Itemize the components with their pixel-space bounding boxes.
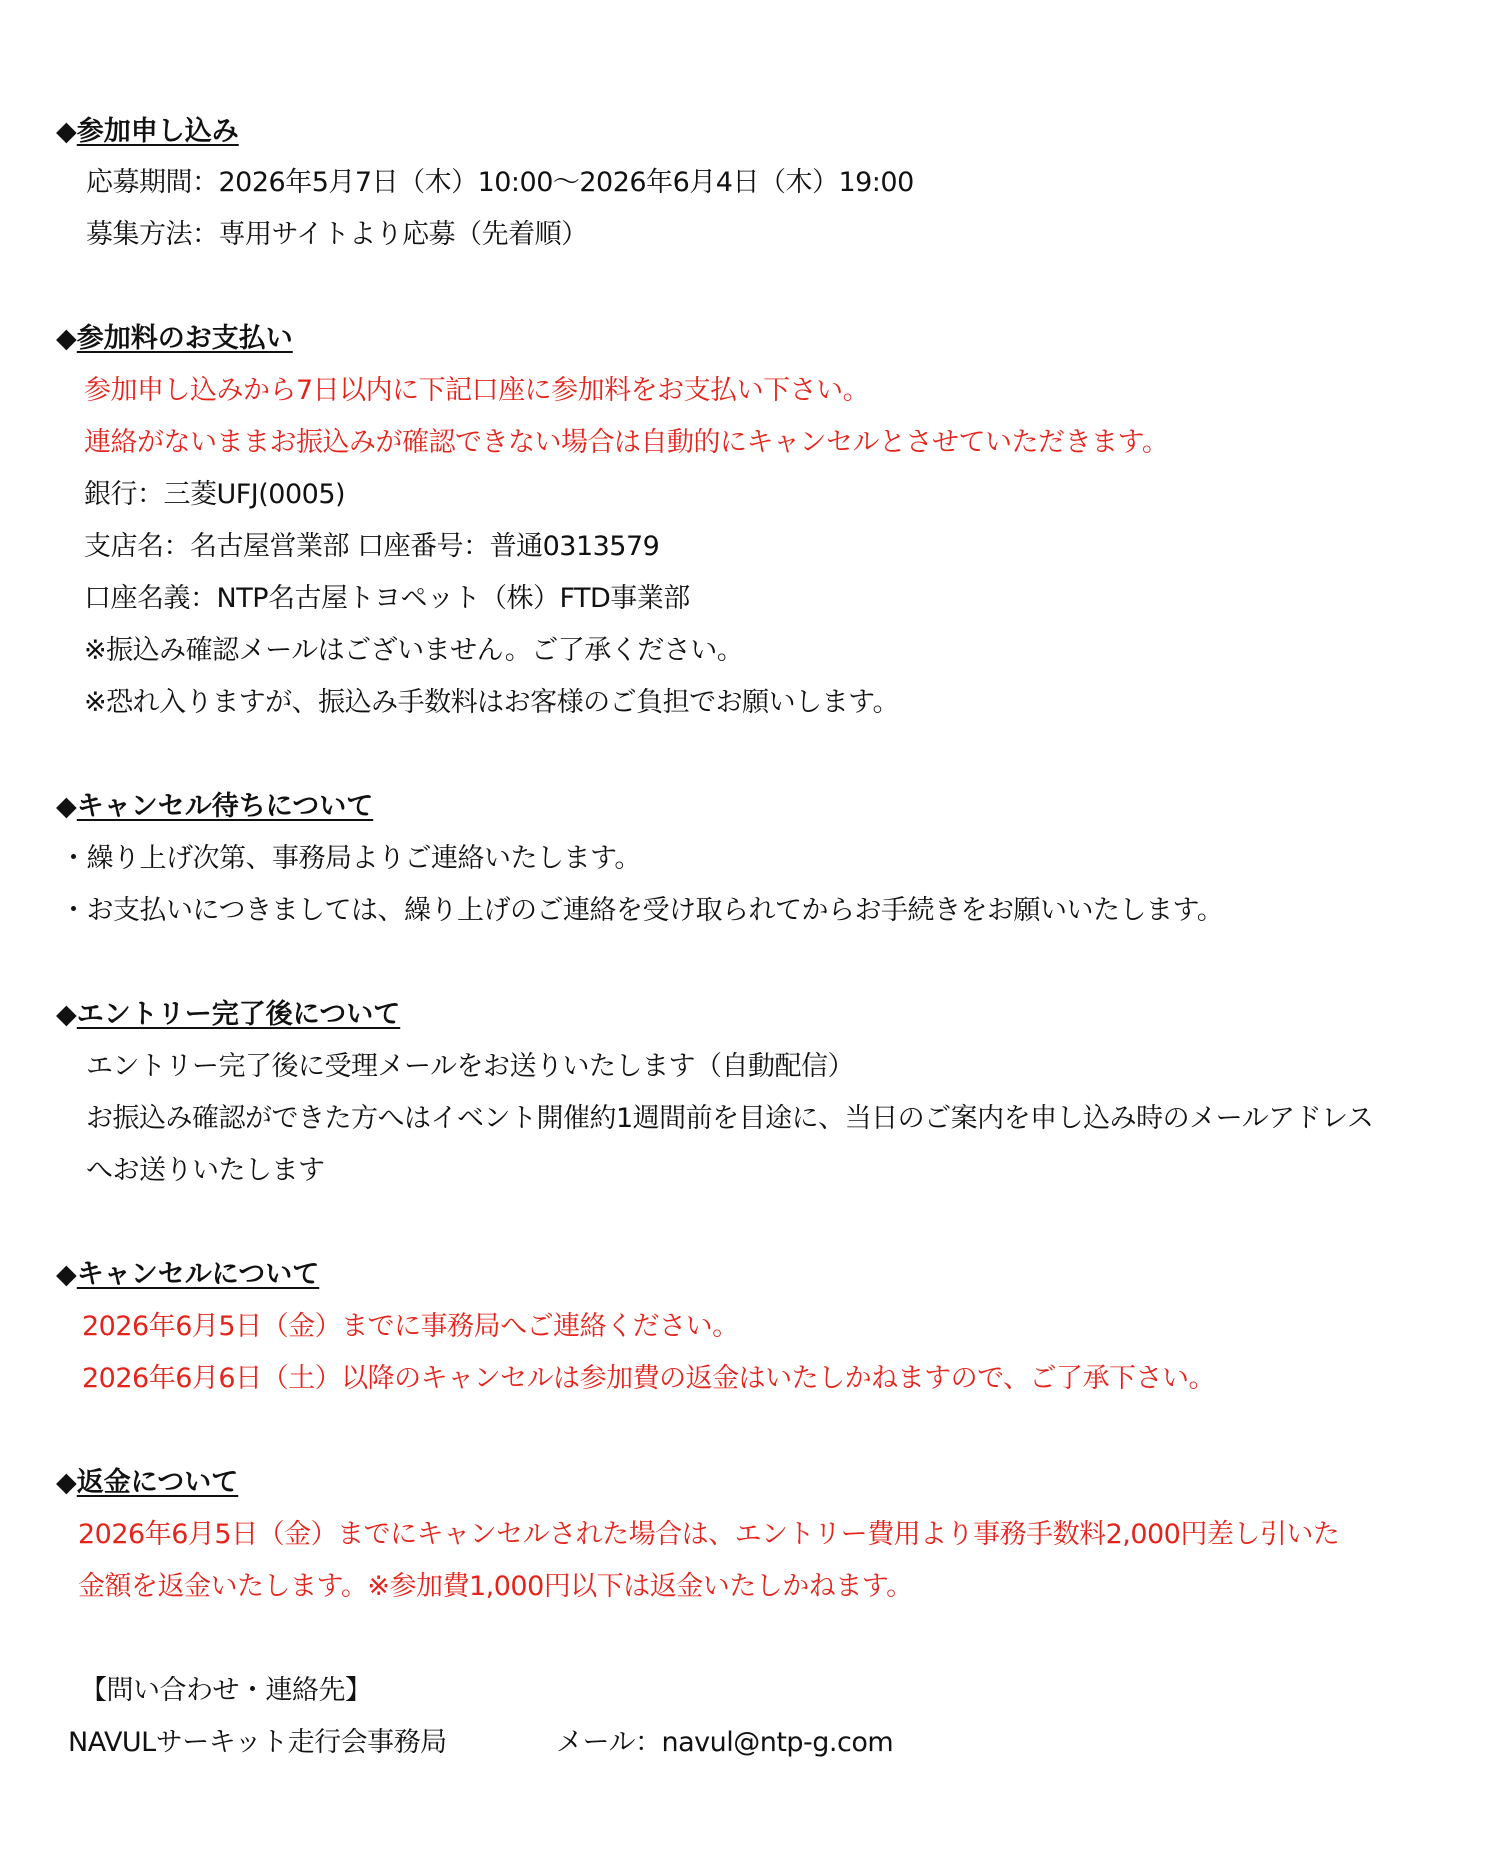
section-heading-text: エントリー完了後について	[76, 999, 401, 1030]
section-heading-entry	[56, 115, 239, 149]
account-holder: 口座名義：NTP名古屋トヨペット（株）FTD事業部	[84, 583, 690, 614]
section-heading-payment	[56, 322, 293, 356]
bank-name: 銀行：三菱UFJ(0005)	[84, 479, 346, 510]
contact-office: NAVULサーキット走行会事務局	[68, 1727, 447, 1758]
section-heading-after-entry	[56, 998, 400, 1032]
after-entry-line: お振込み確認ができた方へはイベント開催約1週間前を目途に、当日のご案内を申し込み時のメールアドレス	[86, 1103, 1374, 1134]
diamond-icon: ◆	[56, 999, 77, 1030]
payment-notice-deadline: 参加申し込みから7日以内に下記口座に参加料をお支払い下さい。	[84, 375, 870, 406]
section-heading-text: 参加申し込み	[76, 116, 239, 147]
section-heading-text: 参加料のお支払い	[76, 323, 293, 354]
diamond-icon: ◆	[56, 791, 77, 822]
branch-and-account-number: 支店名：名古屋営業部 口座番号：普通0313579	[84, 531, 660, 562]
refund-line: 2026年6月5日（金）までにキャンセルされた場合は、エントリー費用より事務手数料2,000円差し引いた	[78, 1519, 1340, 1550]
section-heading-waitlist	[56, 790, 373, 824]
diamond-icon: ◆	[56, 1467, 77, 1498]
cancel-no-refund: 2026年6月6日（土）以降のキャンセルは参加費の返金はいたしかねますので、ご了承下さい。	[82, 1363, 1216, 1394]
diamond-icon: ◆	[56, 116, 77, 147]
payment-note-no-confirmation: ※振込み確認メールはございません。ご了承ください。	[84, 635, 744, 666]
after-entry-line: へお送りいたします	[86, 1155, 325, 1186]
contact-title: 【問い合わせ・連絡先】	[80, 1675, 372, 1706]
diamond-icon: ◆	[56, 323, 77, 354]
payment-notice-auto-cancel: 連絡がないままお振込みが確認できない場合は自動的にキャンセルとさせていただきます。	[84, 427, 1169, 458]
after-entry-line: エントリー完了後に受理メールをお送りいたします（自動配信）	[86, 1051, 854, 1082]
section-heading-refund	[56, 1466, 238, 1500]
section-heading-text: 返金について	[76, 1467, 239, 1498]
contact-email: メール：navul@ntp-g.com	[556, 1727, 894, 1758]
section-heading-cancel	[56, 1258, 319, 1292]
diamond-icon: ◆	[56, 1259, 77, 1290]
cancel-deadline: 2026年6月5日（金）までに事務局へご連絡ください。	[82, 1311, 739, 1342]
entry-period: 応募期間：2026年5月7日（木）10:00～2026年6月4日（木）19:00	[86, 167, 914, 198]
waitlist-item: ・繰り上げ次第、事務局よりご連絡いたします。	[60, 843, 641, 874]
section-heading-text: キャンセルについて	[76, 1259, 320, 1290]
section-heading-text: キャンセル待ちについて	[76, 791, 374, 822]
entry-method: 募集方法：専用サイトより応募（先着順）	[86, 219, 588, 250]
payment-note-fee: ※恐れ入りますが、振込み手数料はお客様のご負担でお願いします。	[84, 687, 899, 718]
refund-line: 金額を返金いたします。※参加費1,000円以下は返金いたしかねます。	[78, 1571, 913, 1602]
waitlist-item: ・お支払いにつきましては、繰り上げのご連絡を受け取られてからお手続きをお願いいたします。	[60, 895, 1224, 926]
